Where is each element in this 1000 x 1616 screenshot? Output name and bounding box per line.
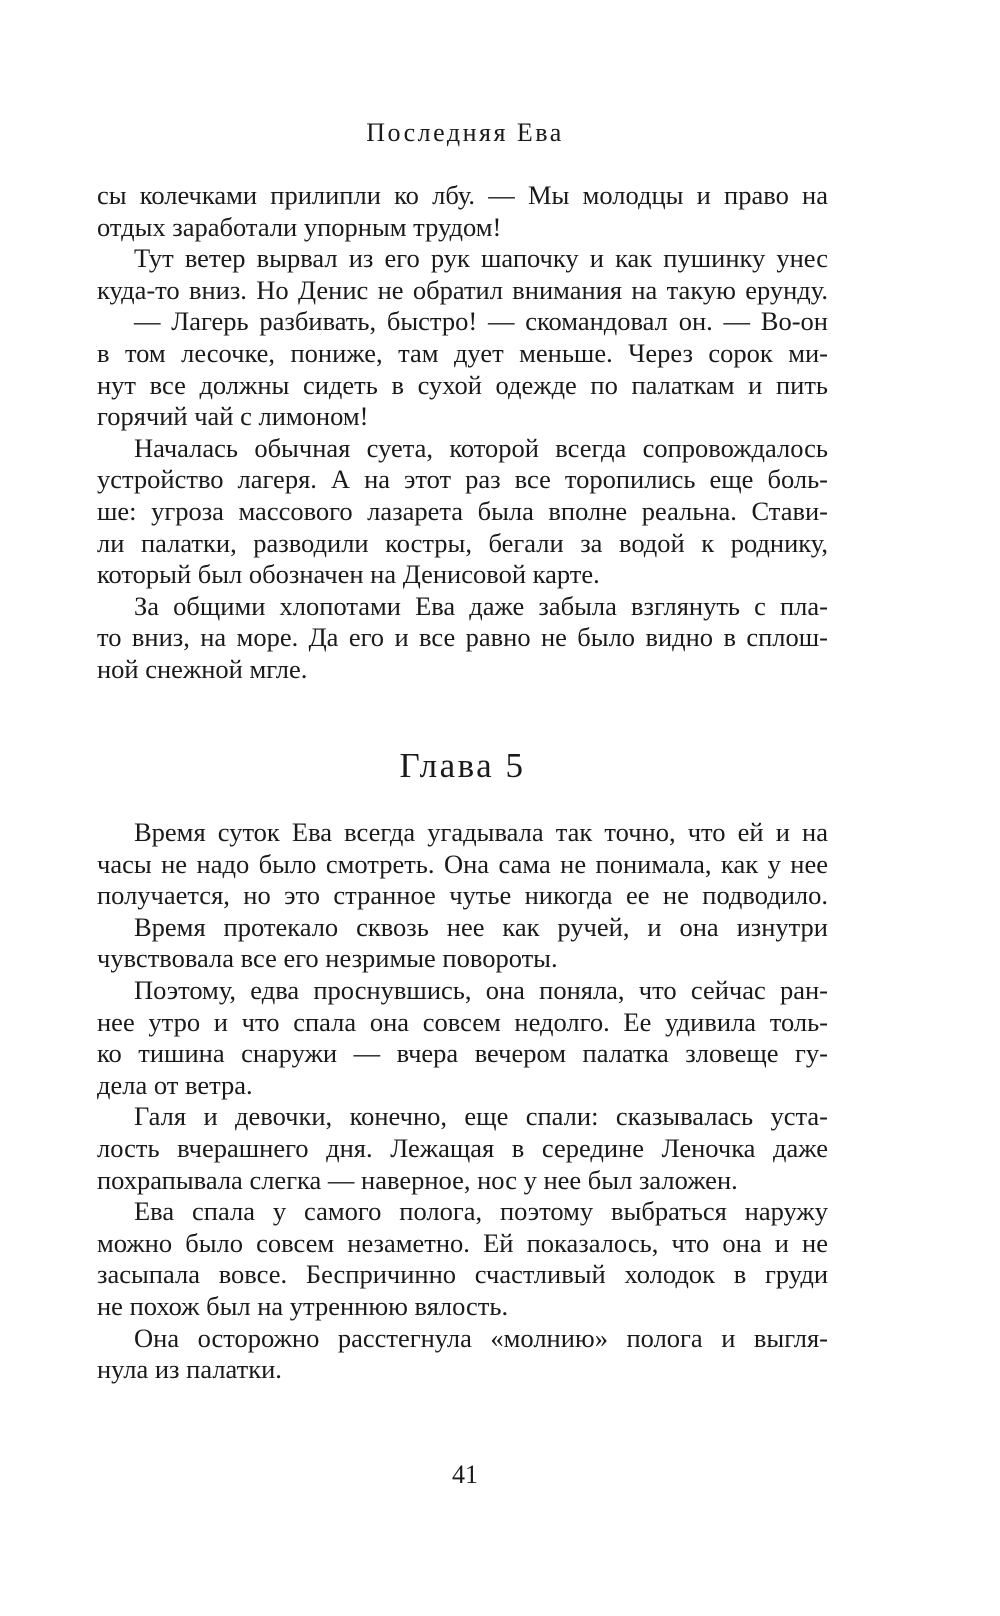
body-text [97, 180, 828, 1386]
running-head: Последняя Ева [366, 118, 564, 147]
text-line: За общими хлопотами Ева даже забыла взглянуть с пла- [134, 590, 828, 621]
paragraph [97, 1196, 828, 1322]
text-line: в том лесочке, пониже, там дует меньше. Через сорок ми- [97, 337, 828, 368]
text-line: засыпала вовсе. Беспричинно счастливый холодок в груди [97, 1259, 828, 1290]
section-before-chapter [97, 180, 828, 686]
text-line: нула из палатки. [97, 1354, 282, 1385]
paragraph [97, 1323, 828, 1386]
paragraph [97, 591, 828, 686]
text-line: то вниз, на море. Да его и все равно не было видно в сплош- [97, 622, 828, 653]
text-line: часы не надо было смотреть. Она сама не понимала, как у нее [97, 848, 828, 879]
text-line: Началась обычная суета, которой всегда сопровождалось [134, 432, 828, 463]
paragraph [97, 912, 828, 975]
text-line: ко тишина снаружи — вчера вечером палатка зловеще гу- [97, 1038, 828, 1069]
text-line: лость вчерашнего дня. Лежащая в середине Леночка даже [97, 1133, 828, 1164]
text-line: получается, но это странное чутье никогда ее не подводило. [97, 880, 828, 911]
text-line: Галя и девочки, конечно, еще спали: сказывалась уста- [134, 1101, 828, 1132]
text-line: Ева спала у самого полога, поэтому выбраться наружу [134, 1196, 828, 1227]
text-line: дела от ветра. [97, 1069, 253, 1100]
text-line: можно было совсем незаметно. Ей показалось, что она и не [97, 1227, 828, 1258]
text-line: ше: угроза массового лазарета была вполне реальна. Стави- [97, 495, 828, 526]
text-line: который был обозначен на Денисовой карте. [97, 559, 600, 590]
text-line: Тут ветер вырвал из его рук шапочку и как пушинку унес [134, 243, 828, 274]
chapter-title: Глава 5 [399, 745, 526, 785]
text-line: ной снежной мгле. [97, 653, 308, 684]
text-line: сы колечками прилипли ко лбу. — Мы молодцы и право на [97, 180, 828, 210]
paragraph [97, 433, 828, 591]
paragraph [97, 817, 828, 912]
text-line: Она осторожно расстегнула «молнию» полога и выгля- [134, 1322, 828, 1353]
text-line: куда-то вниз. Но Денис не обратил внимания на такую ерунду. [97, 274, 828, 305]
text-line: Время суток Ева всегда угадывала так точно, что ей и на [134, 817, 828, 848]
text-line: ли палатки, разводили костры, бегали за водой к роднику, [97, 527, 828, 558]
paragraph [97, 306, 828, 432]
text-line: чувствовала все его незримые повороты. [97, 943, 558, 974]
text-line: горячий чай с лимоном! [97, 401, 369, 432]
text-line: не похож был на утреннюю вялость. [97, 1291, 509, 1321]
text-line: — Лагерь разбивать, быстро! — скомандовал он. — Во-он [134, 306, 828, 337]
text-line: устройство лагеря. А на этот раз все торопились еще боль- [97, 464, 828, 495]
chapter-5-text [97, 817, 828, 1386]
paragraph [97, 1101, 828, 1196]
paragraph [97, 243, 828, 306]
paragraph [97, 975, 828, 1101]
text-line: Время протекало сквозь нее как ручей, и она изнутри [134, 911, 828, 942]
page-number: 41 [452, 1460, 478, 1489]
text-line: нее утро и что спала она совсем недолго. Ее удивила толь- [97, 1006, 828, 1037]
text-line: похрапывала слегка — наверное, нос у нее был заложен. [97, 1164, 738, 1195]
paragraph [97, 180, 828, 243]
text-line: нут все должны сидеть в сухой одежде по палаткам и пить [97, 369, 828, 400]
text-line: Поэтому, едва проснувшись, она поняла, что сейчас ран- [134, 975, 828, 1006]
text-line: отдых заработали упорным трудом! [97, 211, 502, 242]
